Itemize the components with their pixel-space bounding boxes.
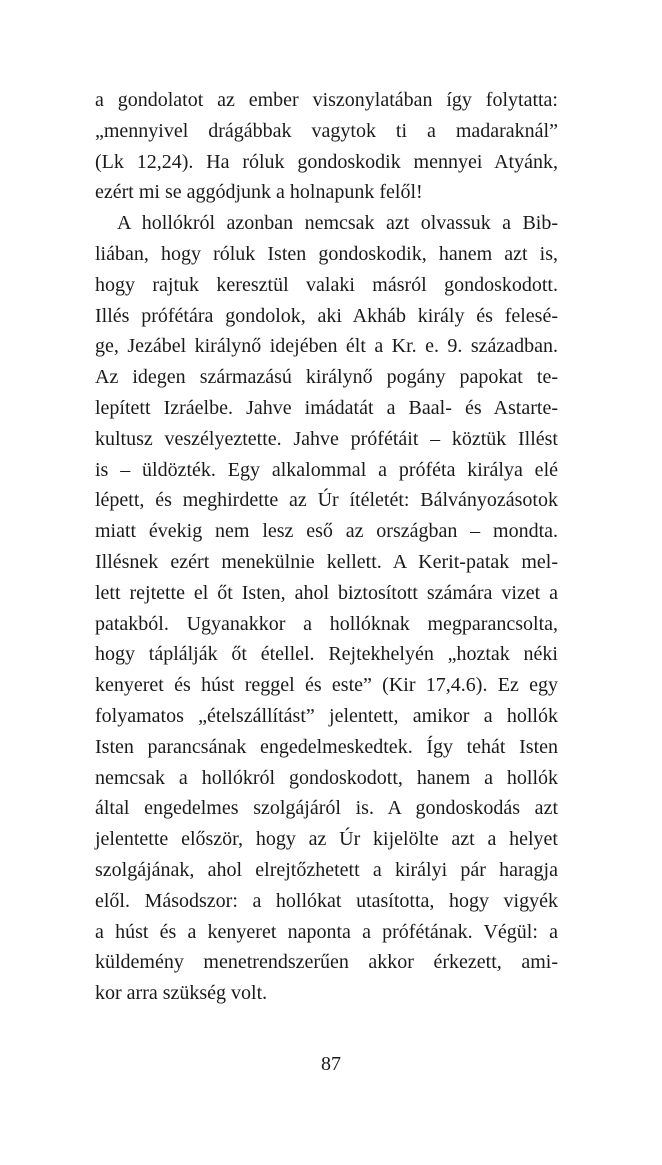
text-line: küldemény menetrendszerűen akkor érkezett, ami- (95, 951, 558, 974)
text-line: kultusz veszélyeztette. Jahve prófétáit – köztük Illést (95, 427, 558, 450)
text-line: hogy táplálják őt étellel. Rejtekhelyén „hoztak néki (95, 643, 558, 666)
paragraph-2 (95, 208, 558, 1009)
text-line: Isten parancsának engedelmeskedtek. Így tehát Isten (95, 735, 558, 758)
text-line: elől. Másodszor: a hollókat utasította, hogy vigyék (95, 889, 558, 912)
text-line: a húst és a kenyeret naponta a prófétának. Végül: a (95, 920, 558, 943)
text-line: kor arra szükség volt. (95, 982, 268, 1005)
text-line: is – üldözték. Egy alkalommal a próféta királya elé (95, 458, 558, 481)
text-line: ezért mi se aggódjunk a holnapunk felől! (95, 181, 423, 204)
text-line: a gondolatot az ember viszonylatában így folytatta: (95, 89, 558, 111)
text-line: lepített Izráelbe. Jahve imádatát a Baal- és Astarte- (95, 396, 558, 419)
text-line: patakból. Ugyanakkor a hollóknak megparancsolta, (95, 612, 558, 635)
text-line: által engedelmes szolgájáról is. A gondoskodás azt (95, 797, 558, 820)
page-number: 87 (321, 1053, 341, 1075)
text-line: (Lk 12,24). Ha róluk gondoskodik mennyei Atyánk, (95, 150, 558, 173)
text-line: lett rejtette el őt Isten, ahol biztosított számára vizet a (95, 581, 558, 604)
text-line: kenyeret és húst reggel és este” (Kir 17,4.6). Ez egy (95, 674, 558, 697)
text-line: lépett, és meghirdette az Úr ítéletét: Bálványozásotok (95, 489, 558, 512)
text-line: jelentette először, hogy az Úr kijelölte azt a helyet (95, 828, 558, 851)
text-line: hogy rajtuk keresztül valaki másról gondoskodott. (95, 273, 558, 296)
text-line: szolgájának, ahol elrejtőzhetett a királyi pár haragja (95, 858, 558, 881)
text-line: Az idegen származású királynő pogány papokat te- (95, 366, 558, 389)
text-line: nemcsak a hollókról gondoskodott, hanem a hollók (95, 766, 558, 789)
page-body (95, 85, 558, 1009)
text-line: ge, Jezábel királynő idejében élt a Kr. e. 9. században. (95, 335, 558, 358)
text-line: liában, hogy róluk Isten gondoskodik, hanem azt is, (95, 242, 558, 265)
text-line: „mennyivel drágábbak vagytok ti a madaraknál” (95, 119, 558, 142)
text-line: miatt évekig nem lesz eső az országban – mondta. (95, 520, 558, 543)
text-line: folyamatos „ételszállítást” jelentett, amikor a hollók (95, 704, 558, 727)
text-line: Illés prófétára gondolok, aki Akháb király és felesé- (95, 304, 558, 327)
text-line: A hollókról azonban nemcsak azt olvassuk a Bib- (117, 212, 558, 235)
text-line: Illésnek ezért menekülnie kellett. A Kerit-patak mel- (95, 550, 558, 573)
paragraph-1 (95, 85, 558, 208)
